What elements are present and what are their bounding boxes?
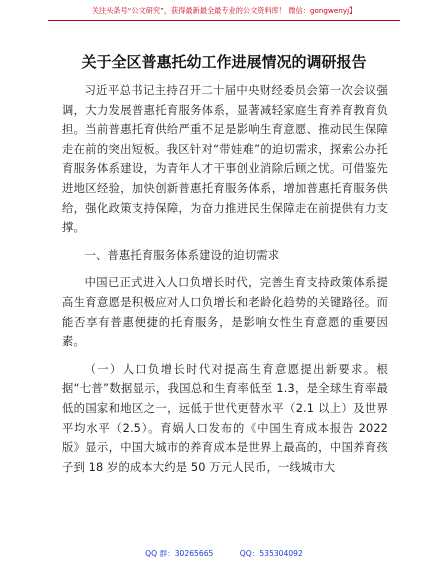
footer-qq: QQ：535304092 (239, 549, 303, 558)
header-divider (48, 20, 400, 21)
section-heading-1: 一、普惠托育服务体系建设的迫切需求 (84, 248, 280, 262)
paragraph-section-1: 中国已正式进入人口负增长时代，完善生育支持政策体系提高生育意愿是积极应对人口负增长和老龄化趋势的关键路径。而能否享有普惠便捷的托育服务，是影响女性生育意愿的重要因素。 (62, 276, 388, 349)
header-banner: 关注头条号“公文研究”，获得最新最全最专业的公文资料库！ 微信：gongwenyj】 (91, 6, 357, 15)
footer-qq-group: QQ 群：30265665 (145, 549, 214, 558)
document-body (62, 81, 388, 477)
document-title: 关于全区普惠托幼工作进展情况的调研报告 (81, 53, 367, 71)
paragraph-subsection-1: （一）人口负增长时代对提高生育意愿提出新要求。根据“七普”数据显示，我国总和生育率低至 1.3，是全球生育率最低的国家和地区之一，远低于世代更替水平（2.1 以上）及世界平均水平（2.5）。育娲人口发布的《中国生育成本报告 2022 版》显示，中国大城市的养育成本是世界上最高的，中国养育孩子到 18 岁的成本大约是 50 万元人民币，一线城市大 (62, 362, 388, 474)
paragraph-intro: 习近平总书记主持召开二十届中央财经委员会第一次会议强调，大力发展普惠托育服务体系，显著减轻家庭生育养育教育负担。当前普惠托育供给严重不足是影响生育意愿、推动民生保障走在前的突出短板。我区针对“带娃难”的迫切需求，探索公办托育服务体系建设，为青年人才干事创业消除后顾之忧。可借鉴先进地区经验，加快创新普惠托育服务体系，增加普惠托育服务供给，强化政策支持保障，为奋力推进民生保障走在前提供有力支撑。 (62, 84, 388, 235)
footer-contact (0, 549, 448, 559)
